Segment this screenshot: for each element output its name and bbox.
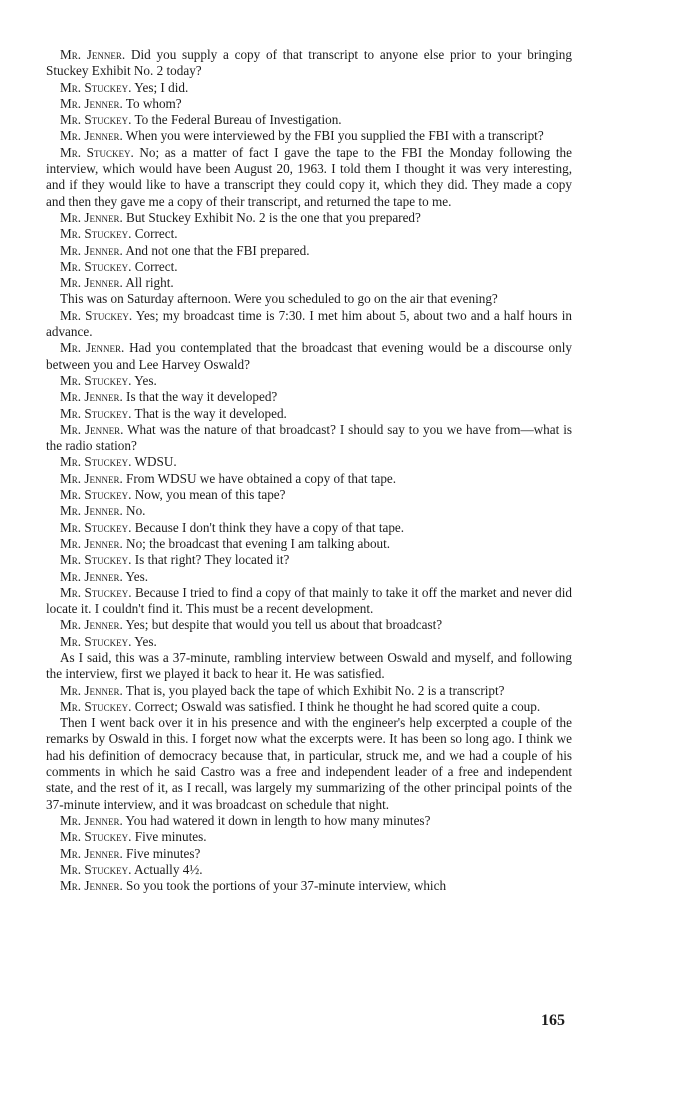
paragraph (46, 552, 572, 568)
paragraph-text: Because I tried to find a copy of that mainly to take it off the market and never did locate it. I couldn't find it. This must be a recent development. (46, 584, 572, 617)
paragraph-text: All right. (122, 275, 174, 291)
speaker-label: Mr. Jenner. (60, 845, 123, 861)
speaker-label: Mr. Jenner. (60, 535, 123, 551)
speaker-label: Mr. Stuckey. (60, 861, 132, 877)
speaker-label: Mr. Stuckey. (60, 258, 132, 274)
paragraph-text: Yes. (131, 633, 157, 649)
paragraph-text: This was on Saturday afternoon. Were you scheduled to go on the air that evening? (60, 291, 498, 307)
paragraph-text: No; the broadcast that evening I am talking about. (122, 535, 391, 551)
paragraph (46, 275, 572, 291)
paragraph (46, 878, 572, 894)
paragraph-text: Correct. (131, 258, 178, 274)
paragraph-text: WDSU. (131, 454, 177, 470)
speaker-label: Mr. Jenner. (60, 242, 123, 258)
paragraph (46, 536, 572, 552)
paragraph-text: And not one that the FBI prepared. (122, 242, 310, 258)
speaker-label: Mr. Jenner. (60, 470, 123, 486)
speaker-label: Mr. Stuckey. (60, 829, 132, 845)
speaker-label: Mr. Jenner. (60, 812, 123, 828)
paragraph-text: Yes. (131, 372, 157, 388)
paragraph-text: To the Federal Bureau of Investigation. (131, 112, 342, 128)
paragraph (46, 813, 572, 829)
paragraph-text: Correct; Oswald was satisfied. I think he thought he had scored quite a coup. (131, 698, 541, 714)
speaker-label: Mr. Stuckey. (60, 487, 132, 503)
paragraph (46, 585, 572, 618)
paragraph (46, 471, 572, 487)
transcript-body (46, 47, 572, 894)
paragraph (46, 829, 572, 845)
speaker-label: Mr. Jenner. (60, 389, 123, 405)
speaker-label: Mr. Stuckey. (60, 144, 134, 160)
speaker-label: Mr. Jenner. (60, 878, 123, 894)
paragraph (46, 210, 572, 226)
paragraph-text: From WDSU we have obtained a copy of that tape. (122, 470, 397, 486)
speaker-label: Mr. Jenner. (60, 209, 123, 225)
speaker-label: Mr. Stuckey. (60, 552, 132, 568)
paragraph (46, 291, 572, 307)
paragraph-text: Yes. (122, 568, 149, 584)
paragraph (46, 406, 572, 422)
paragraph-text: So you took the portions of your 37-minute interview, which (122, 878, 447, 894)
paragraph (46, 308, 572, 341)
paragraph-text: Five minutes. (131, 829, 207, 845)
speaker-label: Mr. Stuckey. (60, 519, 132, 535)
paragraph-text: To whom? (122, 95, 182, 111)
speaker-label: Mr. Stuckey. (60, 405, 132, 421)
paragraph-text: As I said, this was a 37-minute, rambling interview between Oswald and myself, and following the interview, first we played it back to hear it. He was satisfied. (46, 649, 572, 682)
paragraph-text: That is, you played back the tape of which Exhibit No. 2 is a transcript? (122, 682, 505, 698)
paragraph (46, 487, 572, 503)
paragraph-text: Yes; I did. (131, 79, 189, 95)
paragraph-text: Correct. (131, 226, 178, 242)
paragraph-text: Yes; but despite that would you tell us about that broadcast? (122, 617, 443, 633)
paragraph (46, 389, 572, 405)
speaker-label: Mr. Jenner. (60, 503, 123, 519)
paragraph-text: Because I don't think they have a copy of that tape. (131, 519, 405, 535)
paragraph-text: What was the nature of that broadcast? I should say to you we have from—what is the radio station? (46, 421, 573, 454)
paragraph (46, 128, 572, 144)
paragraph (46, 340, 572, 373)
paragraph-text: Actually 4½. (131, 861, 203, 877)
paragraph-text: That is the way it developed. (131, 405, 287, 421)
paragraph (46, 373, 572, 389)
paragraph (46, 715, 572, 813)
speaker-label: Mr. Jenner. (60, 340, 125, 356)
paragraph (46, 862, 572, 878)
speaker-label: Mr. Stuckey. (60, 307, 133, 323)
paragraph (46, 243, 572, 259)
paragraph (46, 226, 572, 242)
paragraph-text: But Stuckey Exhibit No. 2 is the one that you prepared? (122, 209, 421, 225)
paragraph-text: Now, you mean of this tape? (131, 487, 286, 503)
speaker-label: Mr. Stuckey. (60, 112, 132, 128)
speaker-label: Mr. Jenner. (60, 682, 123, 698)
speaker-label: Mr. Jenner. (60, 47, 126, 62)
paragraph (46, 569, 572, 585)
paragraph (46, 80, 572, 96)
page-number: 165 (541, 1012, 565, 1029)
paragraph (46, 699, 572, 715)
speaker-label: Mr. Jenner. (60, 275, 123, 291)
paragraph-text: Then I went back over it in his presence and with the engineer's help excerpted a couple of the remarks by Oswald in this. I forget now what the excerpts were. It has been so long ago. I think we had his definition of democracy because that, in particular, struck me, and we had a couple of his comments in which he said Castro was a free and independent leader of a free and independent state, and the rest of it, as I recall, was largely my summarizing of the other principal points of the 37-minute interview, and it was broadcast on schedule that night. (46, 715, 572, 812)
paragraph (46, 145, 572, 210)
speaker-label: Mr. Jenner. (60, 95, 123, 111)
speaker-label: Mr. Stuckey. (60, 454, 132, 470)
paragraph (46, 112, 572, 128)
paragraph (46, 650, 572, 683)
speaker-label: Mr. Stuckey. (60, 698, 132, 714)
paragraph-text: No. (122, 503, 146, 519)
speaker-label: Mr. Stuckey. (60, 372, 132, 388)
speaker-label: Mr. Jenner. (60, 568, 123, 584)
speaker-label: Mr. Jenner. (60, 128, 123, 144)
speaker-label: Mr. Stuckey. (60, 584, 132, 600)
paragraph (46, 520, 572, 536)
speaker-label: Mr. Stuckey. (60, 79, 132, 95)
paragraph (46, 634, 572, 650)
speaker-label: Mr. Stuckey. (60, 633, 132, 649)
paragraph (46, 846, 572, 862)
paragraph (46, 454, 572, 470)
speaker-label: Mr. Jenner. (60, 617, 123, 633)
paragraph-text: Is that right? They located it? (131, 552, 290, 568)
speaker-label: Mr. Jenner. (60, 421, 124, 437)
paragraph-text: Did you supply a copy of that transcript to anyone else prior to your bringing Stuckey Exhibit No. 2 today? (46, 47, 572, 79)
speaker-label: Mr. Stuckey. (60, 226, 132, 242)
paragraph-text: You had watered it down in length to how many minutes? (122, 812, 431, 828)
paragraph (46, 47, 572, 80)
paragraph (46, 422, 572, 455)
paragraph-text: When you were interviewed by the FBI you supplied the FBI with a transcript? (122, 128, 544, 144)
paragraph (46, 259, 572, 275)
paragraph-text: Had you contemplated that the broadcast that evening would be a discourse only between you and Lee Harvey Oswald? (46, 340, 573, 372)
paragraph (46, 617, 572, 633)
paragraph (46, 96, 572, 112)
paragraph-text: No; as a matter of fact I gave the tape to the FBI the Monday following the interview, which would have been August 20, 1963. I told them I thought it was very interesting, and if they would like to have a transcript they could copy it, which they did. They made a copy and then they gave me a copy of their transcript, and returned the tape to me. (46, 144, 573, 209)
paragraph-text: Yes; my broadcast time is 7:30. I met him about 5, about two and a half hours in advance. (46, 307, 572, 340)
paragraph (46, 503, 572, 519)
paragraph-text: Five minutes? (122, 845, 201, 861)
paragraph-text: Is that the way it developed? (122, 389, 278, 405)
paragraph (46, 683, 572, 699)
